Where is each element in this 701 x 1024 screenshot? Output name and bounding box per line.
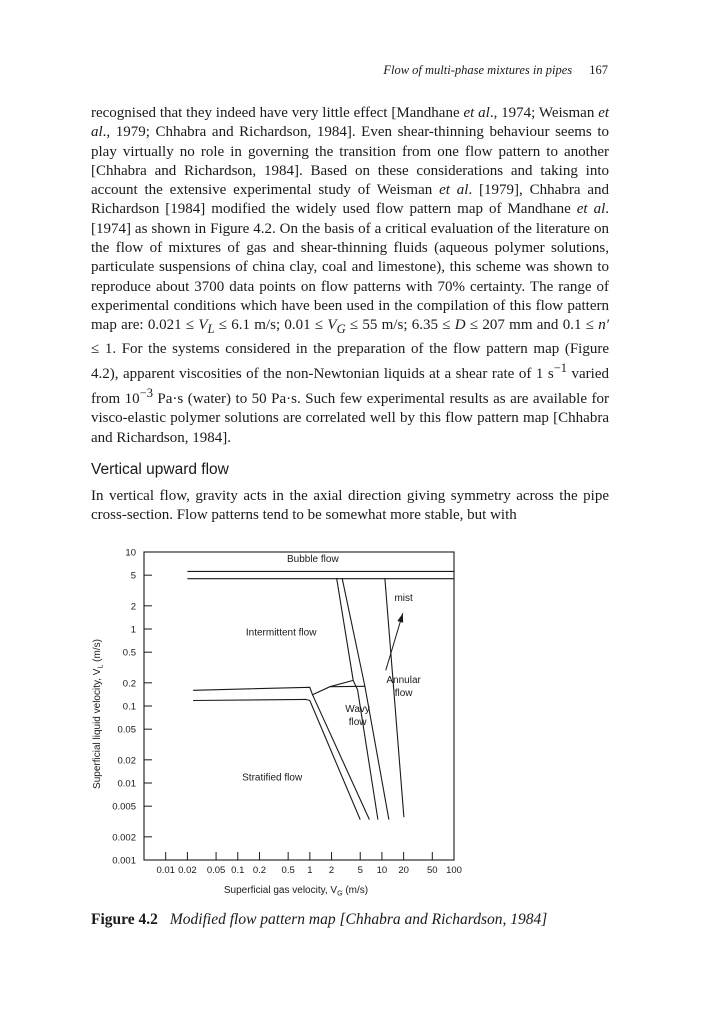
x-tick-label: 100: [446, 865, 462, 876]
region-label-annular-line2: flow: [394, 687, 413, 699]
y-tick-label: 2: [130, 601, 136, 613]
caption-text: Modified flow pattern map [Chhabra and Richardson, 1984]: [169, 911, 548, 928]
x-tick-label: 50: [427, 865, 438, 876]
region-label-wavy-line2: flow: [348, 717, 367, 729]
x-tick-label: 0.01: [156, 865, 175, 876]
y-tick-label: 0.5: [122, 647, 136, 659]
figure-flow-pattern-map: [0, 540, 701, 900]
x-tick-label: 2: [328, 865, 335, 876]
x-tick-label: 20: [398, 865, 409, 876]
x-tick-label: 0.5: [281, 865, 295, 876]
flow-map-svg: [0, 540, 701, 900]
y-tick-label: 0.002: [112, 832, 136, 844]
y-tick-label: 10: [125, 547, 136, 559]
region-label-intermittent: Intermittent flow: [245, 627, 317, 639]
x-tick-label: 1: [307, 865, 313, 876]
region-label-wavy: Wavy: [345, 704, 370, 716]
figure-caption: [91, 911, 547, 929]
mist-arrow-head: [397, 613, 403, 622]
x-axis-label: Superficial gas velocity, $V_G$ (m/s): [223, 885, 369, 898]
section-heading: Vertical upward flow: [91, 461, 229, 478]
x-tick-label: 0.2: [252, 865, 267, 876]
running-head: [0, 63, 608, 78]
region-label-mist: mist: [394, 593, 413, 605]
y-tick-label: 0.01: [117, 778, 136, 790]
running-title: Flow of multi-phase mixtures in pipes: [383, 63, 573, 77]
y-tick-label: 1: [130, 624, 136, 636]
y-tick-label: 0.02: [117, 755, 136, 767]
boundary-intermittent-stratified-lower: [193, 699, 310, 700]
y-tick-label: 0.05: [117, 724, 136, 736]
paragraph-2: In vertical flow, gravity acts in the axial direction giving symmetry across the pipe cross-section. Flow patterns tend to be somewhat more stable, but with: [91, 488, 609, 524]
region-label-bubble: Bubble flow: [286, 554, 339, 566]
y-tick-label: 0.2: [122, 678, 136, 690]
caption-number: Figure 4.2: [91, 911, 158, 928]
y-axis-label: Superficial liquid velocity, $V_L$ (m/s): [92, 639, 105, 789]
boundary-wavy-annular-right: [342, 578, 389, 820]
paragraph-1: recognised that they indeed have very little effect [Mandhane et al., 1974; Weisman et al., 1979; Chhabra and Richardson, 1984]. Even shear-thinning behaviour seems to play virtually no role in governing the transition from one flow pattern to another [Chhabra and Richardson, 1984]. Based on these considerations and taking into account the extensive experimental study of Weisman et al. [1979], Chhabra and Richardson [1984] modified the widely used flow pattern map of Mandhane et al. [1974] as shown in Figure 4.2. On the basis of a critical evaluation of the literature on the flow of mixtures of gas and shear-thinning fluids (aqueous polymer solutions, particulate suspensions of china clay, coal and limestone), this scheme was shown to reproduce about 3700 data points on flow patterns with 70% certainty. The range of experimental conditions which have been used in the compilation of this flow pattern map are: $0.021 \le V_L \le 6.1$ m/s; $0.01 \le V_G \le 55$ m/s; 6.35 ≤ D ≤ 207 mm and 0.1 ≤ n′ ≤ 1. For the systems considered in the preparation of the flow pattern map (Figure 4.2), apparent viscosities of the non-Newtonian liquids at a shear rate of 1 $s^{-1}$ varied from $10^{-3}$ Pa·s (water) to 50 Pa·s. Such few experimental results as are available for visco-elastic polymer solutions are correlated well by this flow pattern map [Chhabra and Richardson, 1984].: [91, 105, 610, 446]
y-tick-label: 0.1: [122, 701, 136, 713]
y-tick-label: 0.001: [112, 855, 136, 867]
boundary-intermittent-stratified-upper: [193, 680, 353, 694]
y-tick-label: 0.005: [112, 801, 136, 813]
x-tick-label: 5: [357, 865, 363, 876]
x-tick-label: 0.1: [231, 865, 245, 876]
region-label-annular: Annular: [386, 674, 421, 686]
page-number: 167: [589, 63, 608, 77]
y-tick-label: 5: [130, 570, 136, 582]
region-label-stratified: Stratified flow: [242, 772, 303, 784]
boundary-wavy-annular-left: [337, 578, 378, 820]
x-tick-label: 0.05: [206, 865, 226, 876]
x-tick-label: 0.02: [178, 865, 197, 876]
x-tick-label: 10: [376, 865, 388, 876]
